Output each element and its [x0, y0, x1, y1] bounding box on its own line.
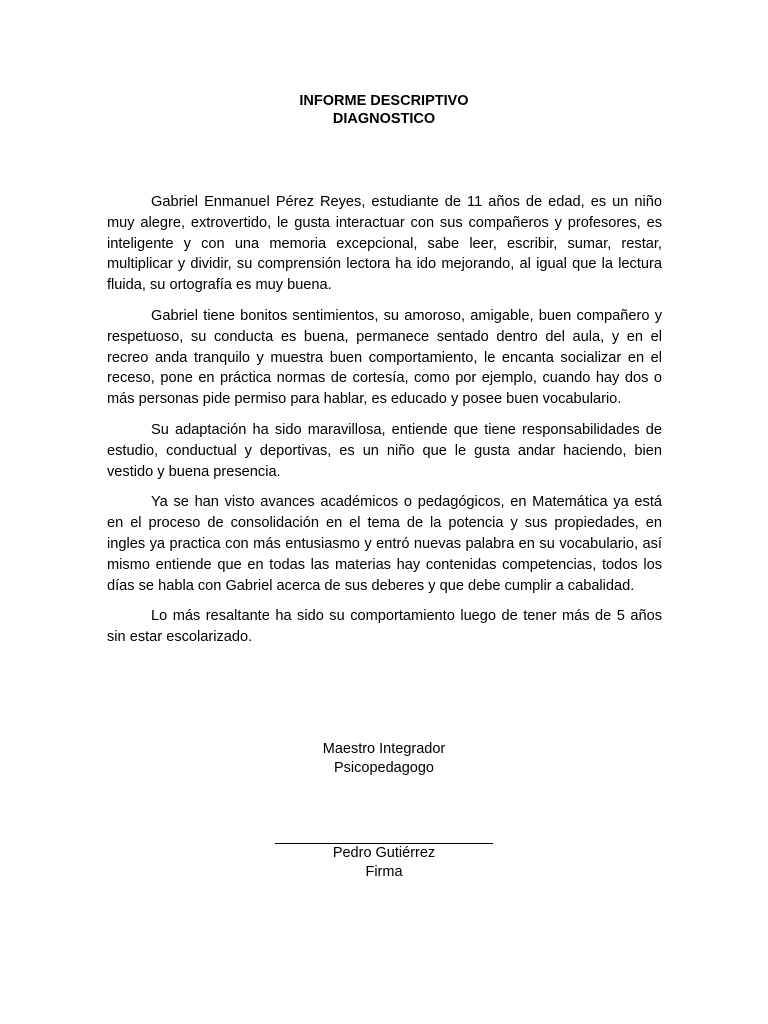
paragraph-4: Ya se han visto avances académicos o pedagógicos, en Matemática ya está en el proceso de consolidación en el tema de la potencia y sus propiedades, en ingles ya practica con más entusiasmo y entró nuevas palabra en su vocabulario, así mismo entiende que en todas las materias hay contenidas competencias, todos los días se habla con Gabriel acerca de sus deberes y que debe cumplir a cabalidad.	[107, 494, 662, 594]
document-header	[0, 92, 768, 128]
signature-line	[275, 843, 493, 844]
signer-role-line-1: Maestro Integrador	[322, 741, 446, 757]
paragraph-3: Su adaptación ha sido maravillosa, entiende que tiene responsabilidades de estudio, conductual y deportivas, es un niño que le gusta andar haciendo, bien vestido y buena presencia.	[107, 421, 662, 480]
paragraph-5: Lo más resaltante ha sido su comportamiento luego de tener más de 5 años sin estar escolarizado.	[107, 608, 662, 646]
document-title: INFORME DESCRIPTIVO	[299, 93, 469, 109]
signer-role-line-2: Psicopedagogo	[334, 760, 434, 776]
paragraph-2: Gabriel tiene bonitos sentimientos, su amoroso, amigable, buen compañero y respetuoso, su conducta es buena, permanece sentado dentro del aula, y en el recreo anda tranquilo y muestra buen comportamiento, le encanta socializar en el receso, pone en práctica normas de cortesía, como por ejemplo, cuando hay dos o más personas pide permiso para hablar, es educado y posee buen vocabulario.	[107, 307, 662, 408]
paragraph-1: Gabriel Enmanuel Pérez Reyes, estudiante de 11 años de edad, es un niño muy alegre, extrovertido, le gusta interactuar con sus compañeros y profesores, es inteligente y con una memoria excepcional, sabe leer, escribir, sumar, restar, multiplicar y dividir, su comprensión lectora ha ido mejorando, al igual que la lectura fluida, su ortografía es muy buena.	[107, 194, 662, 294]
signer-name: Pedro Gutiérrez	[332, 845, 436, 861]
signer-role	[0, 740, 768, 778]
signature-label: Firma	[365, 864, 403, 880]
document-subtitle: DIAGNOSTICO	[332, 111, 436, 127]
document-body	[107, 192, 662, 658]
signature-block	[0, 843, 768, 882]
